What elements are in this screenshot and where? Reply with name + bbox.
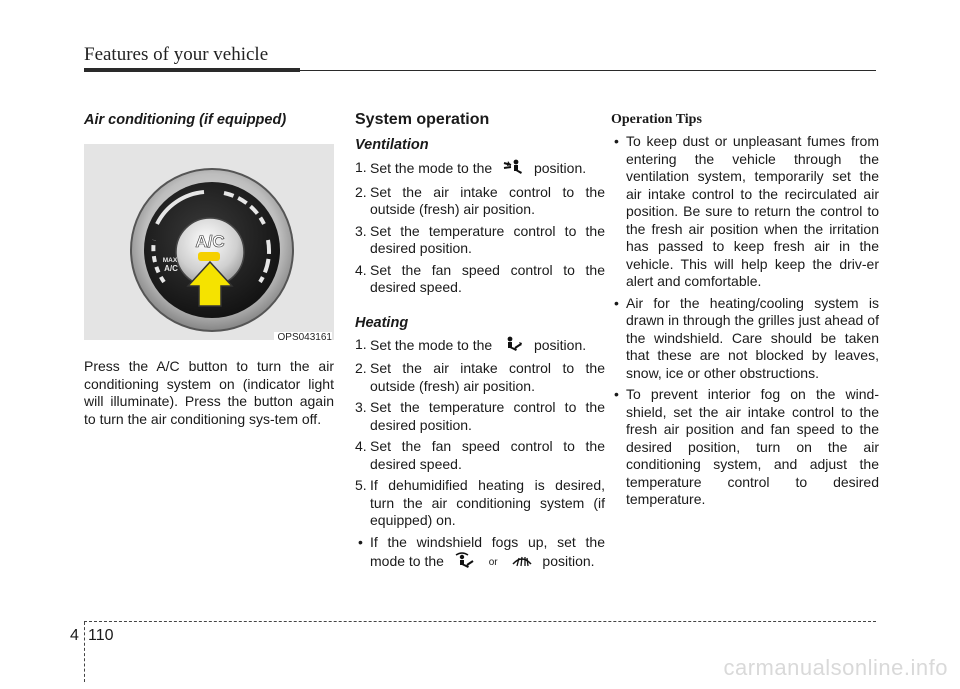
defrost-mode-icon <box>511 552 533 573</box>
page-header-title: Features of your vehicle <box>84 44 269 65</box>
list-item: • If the windshield fogs up, set the mode to the or position. <box>355 534 605 574</box>
ac-button-label: A/C <box>195 232 225 251</box>
ventilation-steps <box>355 159 605 297</box>
floor-mode-icon <box>502 336 524 357</box>
ac-paragraph: Press the A/C button to turn the air conditioning system on (indicator light will illuminate). Press the button again to turn the air conditioning sys-tem off. <box>84 358 334 427</box>
section-number: 4 <box>70 627 79 644</box>
list-item: 3. Set the temperature control to the desired position. <box>355 222 605 256</box>
list-item: 1. Set the mode to the position. <box>355 159 605 180</box>
heating-heading: Heating <box>355 314 409 331</box>
heating-steps <box>355 336 605 530</box>
floor-defrost-mode-icon <box>454 551 476 574</box>
bullet-icon: • <box>358 533 363 550</box>
list-item: 4. Set the fan speed control to the desired speed. <box>355 438 605 472</box>
list-item: 4. Set the fan speed control to the desired speed. <box>355 261 605 295</box>
page-number: 110 <box>88 627 114 644</box>
list-item: 1. Set the mode to the position. <box>355 336 605 357</box>
operation-tips-heading: Operation Tips <box>611 112 702 127</box>
header-rule-thick <box>84 68 300 72</box>
ac-heading: Air conditioning (if equipped) <box>84 112 287 128</box>
left-column <box>84 108 334 428</box>
list-item: 5. If dehumidified heating is desired, turn the air conditioning system (if equipped) on. <box>355 477 605 528</box>
list-item: 2. Set the air intake control to the outside (fresh) air position. <box>355 360 605 394</box>
max-label: MAX <box>162 257 178 264</box>
ac-button-figure <box>84 144 334 343</box>
header-rule-thin <box>300 70 876 71</box>
middle-column <box>355 108 605 578</box>
system-operation-heading: System operation <box>355 111 490 128</box>
footer-rule <box>84 621 876 622</box>
figure-code: OPS043161 <box>274 332 333 343</box>
right-column <box>611 108 879 513</box>
max-ac-label: A/C <box>164 264 178 273</box>
list-item: • To prevent interior fog on the wind-shield, set the air intake control to the fresh air position and fan speed to the desired position, turn on the air conditioning system, and adjust the temperature control to desired temperature. <box>614 386 879 507</box>
bullet-icon: • <box>614 386 619 402</box>
watermark: carmanualsonline.info <box>723 655 948 680</box>
heating-note-list <box>355 534 605 574</box>
bullet-icon: • <box>614 133 619 149</box>
list-item: • To keep dust or unpleasant fumes from entering the vehicle through the ventilation system, temporarily set the air intake control to the recirculated air position. Be sure to return the control to the fresh air position when the irritation has passed to keep fresh air in the vehicle. This will help keep the driv-er alert and comfortable. <box>614 133 879 289</box>
list-item: 2. Set the air intake control to the outside (fresh) air position. <box>355 183 605 217</box>
ventilation-heading: Ventilation <box>355 137 429 153</box>
operation-tips-list <box>611 133 879 509</box>
vent-face-mode-icon <box>502 159 524 180</box>
bullet-icon: • <box>614 294 619 311</box>
list-item: 3. Set the temperature control to the desired position. <box>355 399 605 433</box>
ac-knob-illustration <box>84 144 334 340</box>
footer-vertical-rule <box>84 622 85 682</box>
list-item: • Air for the heating/cooling system is drawn in through the grilles just ahead of the windshield. Care should be taken that these are not blocked by leaves, snow, ice or other obstructions. <box>614 294 879 381</box>
